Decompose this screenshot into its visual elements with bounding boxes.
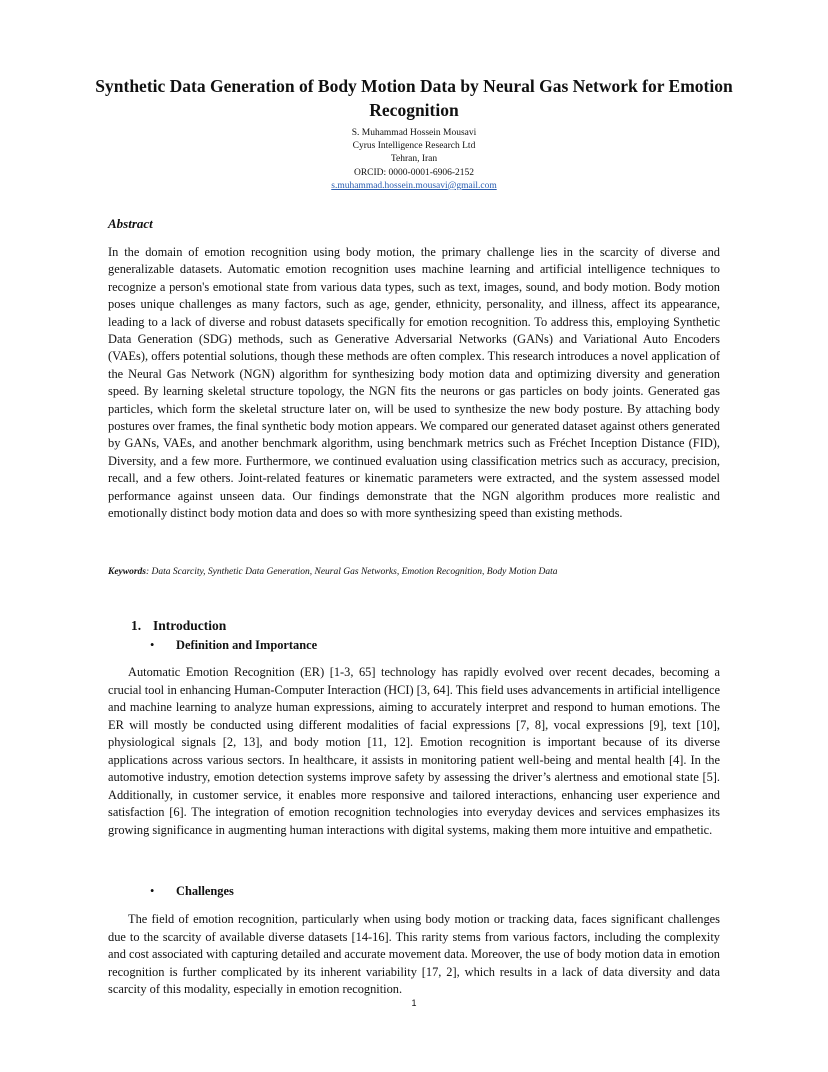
- author-orcid: ORCID: 0000-0001-6906-2152: [353, 167, 475, 178]
- paragraph-definition: Automatic Emotion Recognition (ER) [1-3, 65] technology has rapidly evolved over recent decades, becoming a crucial tool in enhancing Human-Computer Interaction (HCI) [3, 64]. This field uses advancements in artificial intelligence and machine learning to analyze human expressions, aiming to accurately interpret and respond to human emotions. The ER will mostly be conducted using different modalities of facial expressions [7, 8], vocal expressions [9], text [10], physiological signals [2, 13], and body motion [11, 12]. Emotion recognition is important because of its diverse applications across various sectors. In healthcare, it assists in monitoring patient well-being and mental health [4]. In the automotive industry, emotion detection systems improve safety by assessing the driver’s alertness and emotional state [5]. Additionally, in customer service, it enables more responsive and tailored interactions, enhancing user experience and satisfaction [6]. The integration of emotion recognition technologies into everyday devices and services emphasizes its growing significance in augmenting human interactions with digital systems, making them more intuitive and empathetic.: [108, 665, 720, 837]
- section-heading-introduction: [131, 618, 226, 634]
- keywords-label: Keywords: [108, 567, 146, 577]
- bullet-icon: •: [150, 638, 155, 652]
- author-name: S. Muhammad Hossein Mousavi: [351, 128, 477, 138]
- abstract-text: In the domain of emotion recognition using body motion, the primary challenge lies in the scarcity of diverse and generalizable datasets. Automatic emotion recognition uses machine learning and artificial intelligence techniques to recognize a person's emotional state from various data types, such as text, images, sound, and body motion. Body motion poses unique challenges as many factors, such as age, gender, ethnicity, personality, and illness, affect its appearance, leading to a lack of diverse and robust datasets specifically for emotion recognition. To address this, employing Synthetic Data Generation (SDG) methods, such as Generative Adversarial Networks (GANs) and Variational Auto Encoders (VAEs), offers potential solutions, though these methods are often complex. This research introduces a novel application of the Neural Gas Network (NGN) algorithm for synthesizing body motion data and optimizing diversity and generation speed. By learning skeletal structure topology, the NGN fits the neurons or gas particles on body joints. Generated gas particles, which form the skeletal structure later on, will be used to synthesize the new body posture. By attaching body postures over frames, the final synthetic body motion appears. We compared our generated dataset against others generated by GANs, VAEs, and another benchmark algorithm, using benchmark metrics such as Fréchet Inception Distance (FID), Diversity, and a few more. Furthermore, we continued evaluation using classification metrics such as accuracy, precision, recall, and a few others. Joint-related features or kinematic parameters were extracted, and the system assessed model performance against unseen data. Our findings demonstrate that the NGN algorithm produces more realistic and emotionally distinct body motion data and does so with more synthesizing speed than existing methods.: [108, 245, 720, 521]
- abstract-heading: Abstract: [108, 216, 153, 231]
- author-affiliation: Cyrus Intelligence Research Ltd: [352, 141, 476, 152]
- subheading-challenges: [150, 884, 234, 899]
- section-number: 1.: [131, 618, 142, 633]
- subheading-challenges-label: Challenges: [176, 884, 234, 898]
- subheading-definition-label: Definition and Importance: [176, 638, 318, 652]
- subheading-definition: [150, 638, 317, 653]
- bullet-icon: •: [150, 884, 155, 898]
- paragraph-challenges: The field of emotion recognition, particularly when using body motion or tracking data, faces significant challenges due to the scarcity of available diverse datasets [14-16]. This rarity stems from various factors, including the complexity and cost associated with capturing detailed and accurate movement data. Moreover, the use of body motion data in emotion recognition is further complicated by its inherent variability [17, 2], which results in a lack of data diversity and data scarcity of this modality, especially in emotion recognition.: [108, 912, 720, 996]
- section-title: Introduction: [153, 618, 227, 633]
- keywords-text: : Data Scarcity, Synthetic Data Generation, Neural Gas Networks, Emotion Recognition, Body Motion Data: [146, 567, 558, 577]
- author-location: Tehran, Iran: [390, 154, 438, 165]
- page-number: 1: [411, 998, 417, 1008]
- author-block: [214, 127, 614, 193]
- keywords-line: [108, 566, 728, 579]
- author-email-link[interactable]: s.muhammad.hossein.mousavi@gmail.com: [331, 180, 497, 191]
- paper-title: Synthetic Data Generation of Body Motion Data by Neural Gas Network for Emotion Recognition: [95, 76, 733, 120]
